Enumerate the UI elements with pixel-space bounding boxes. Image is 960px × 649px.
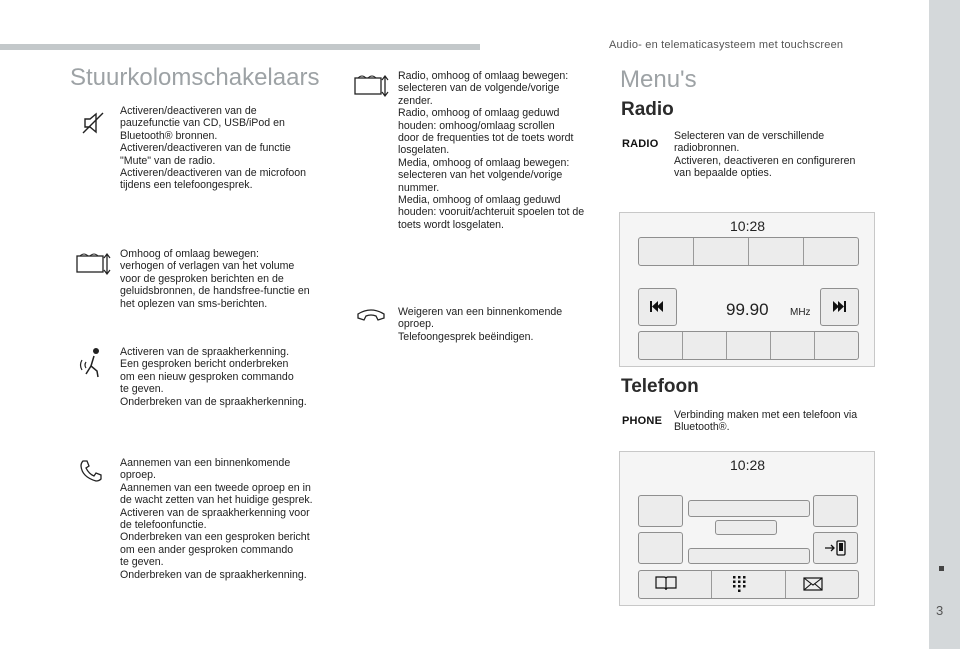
radio-function-button[interactable] xyxy=(726,332,770,359)
header-title: Audio- en telematicasysteem met touchscreen xyxy=(609,39,844,51)
voice-recognition-icon xyxy=(78,346,108,378)
radio-function-button[interactable] xyxy=(682,332,726,359)
radio-preset-button[interactable] xyxy=(748,238,803,265)
mute-speaker-icon xyxy=(80,110,106,136)
item-scroll-text: Radio, omhoog of omlaag bewegen: selecteren van de volgende/vorige zender. Radio, omhoog of omlaag geduwd houden: omhoog/omlaag scrollen door de frequenties tot de toets wordt losgelaten. Media, omhoog of omlaag bewegen: selecteren van het volgende/vorige nummer. Media, omhoog of omlaag geduwd houden: vooruit/achteruit spoelen tot de toets wordt losgelaten. xyxy=(398,70,585,231)
phone-number-field[interactable] xyxy=(715,520,777,535)
messages-button[interactable] xyxy=(785,571,858,598)
phone-name-field[interactable] xyxy=(688,500,810,517)
item-volume-text: Omhoog of omlaag bewegen: verhogen of verlagen van het volume voor de gesproken berichten en de geluidsbronnen, de handsfree-functie en het oplezen van sms-berichten. xyxy=(120,248,310,310)
phone-connect-button[interactable] xyxy=(813,532,858,564)
item-hangup-text: Weigeren van een binnenkomende oproep. Telefoongesprek beëindigen. xyxy=(398,306,563,343)
phone-screen xyxy=(619,451,875,606)
phone-connect-icon xyxy=(814,533,857,563)
page-marker xyxy=(939,566,944,571)
radio-bottom-button-row xyxy=(638,331,859,360)
keypad-button[interactable] xyxy=(711,571,784,598)
next-button[interactable] xyxy=(820,288,859,326)
phone-badge: PHONE xyxy=(622,415,663,427)
page-number: 3 xyxy=(936,603,944,618)
radio-preset-button[interactable] xyxy=(639,238,693,265)
radio-description: Selecteren van de verschillende radiobronnen. Activeren, deactiveren en configureren van bepaalde opties. xyxy=(674,130,856,180)
radio-preset-button[interactable] xyxy=(803,238,858,265)
radio-frequency: 99.90 xyxy=(726,300,769,319)
scroll-wheel-icon xyxy=(352,72,392,100)
heading-telefoon: Telefoon xyxy=(621,376,699,397)
keypad-icon xyxy=(712,571,766,596)
page-edge-strip xyxy=(929,0,960,649)
radio-frequency-unit: MHz xyxy=(790,307,811,318)
phone-screen-time: 10:28 xyxy=(730,457,766,473)
section-title-steering-controls: Stuurkolomschakelaars xyxy=(70,64,320,91)
heading-radio: Radio xyxy=(621,99,674,120)
radio-screen-time: 10:28 xyxy=(730,218,766,234)
radio-function-button[interactable] xyxy=(770,332,814,359)
phone-bottom-button-row xyxy=(638,570,859,599)
contacts-book-icon xyxy=(639,571,693,596)
previous-button[interactable] xyxy=(638,288,677,326)
header-bar xyxy=(0,44,480,50)
section-title-menus: Menu's xyxy=(620,66,697,93)
radio-preset-button[interactable] xyxy=(693,238,748,265)
radio-top-button-row xyxy=(638,237,859,266)
skip-next-icon xyxy=(821,289,858,325)
phone-left-top-button[interactable] xyxy=(638,495,683,527)
item-mute-text: Activeren/deactiveren van de pauzefunctie van CD, USB/iPod en Bluetooth® bronnen. Activeren/deactiveren van de functie "Mute" van de radio. Activeren/deactiveren van de microfoon tijdens een telefoongesprek. xyxy=(120,105,307,192)
envelope-icon xyxy=(786,571,840,596)
skip-previous-icon xyxy=(639,289,676,325)
phone-left-bottom-button[interactable] xyxy=(638,532,683,564)
phone-status-field[interactable] xyxy=(688,548,810,564)
radio-badge: RADIO xyxy=(622,138,659,150)
phone-description: Verbinding maken met een telefoon via Bluetooth®. xyxy=(674,409,858,434)
item-voice-text: Activeren van de spraakherkenning. Een gesproken bericht onderbreken om een nieuw gesproken commando te geven. Onderbreken van de spraakherkenning. xyxy=(120,346,307,408)
radio-screen xyxy=(619,212,875,367)
item-answer-text: Aannemen van een binnenkomende oproep. Aannemen van een tweede oproep en in de wacht zetten van het huidige gesprek. Activeren van de spraakherkenning voor de telefoonfunctie. Onderbreken van een gesproken bericht om een ander gesproken commando te geven. Onderbreken van de spraakherkenning. xyxy=(120,457,313,581)
phone-hangup-icon xyxy=(356,308,386,328)
phone-right-top-button[interactable] xyxy=(813,495,858,527)
contacts-button[interactable] xyxy=(639,571,711,598)
volume-thumbwheel-icon xyxy=(74,250,114,278)
radio-function-button[interactable] xyxy=(814,332,858,359)
radio-function-button[interactable] xyxy=(639,332,682,359)
phone-answer-icon xyxy=(78,458,104,484)
